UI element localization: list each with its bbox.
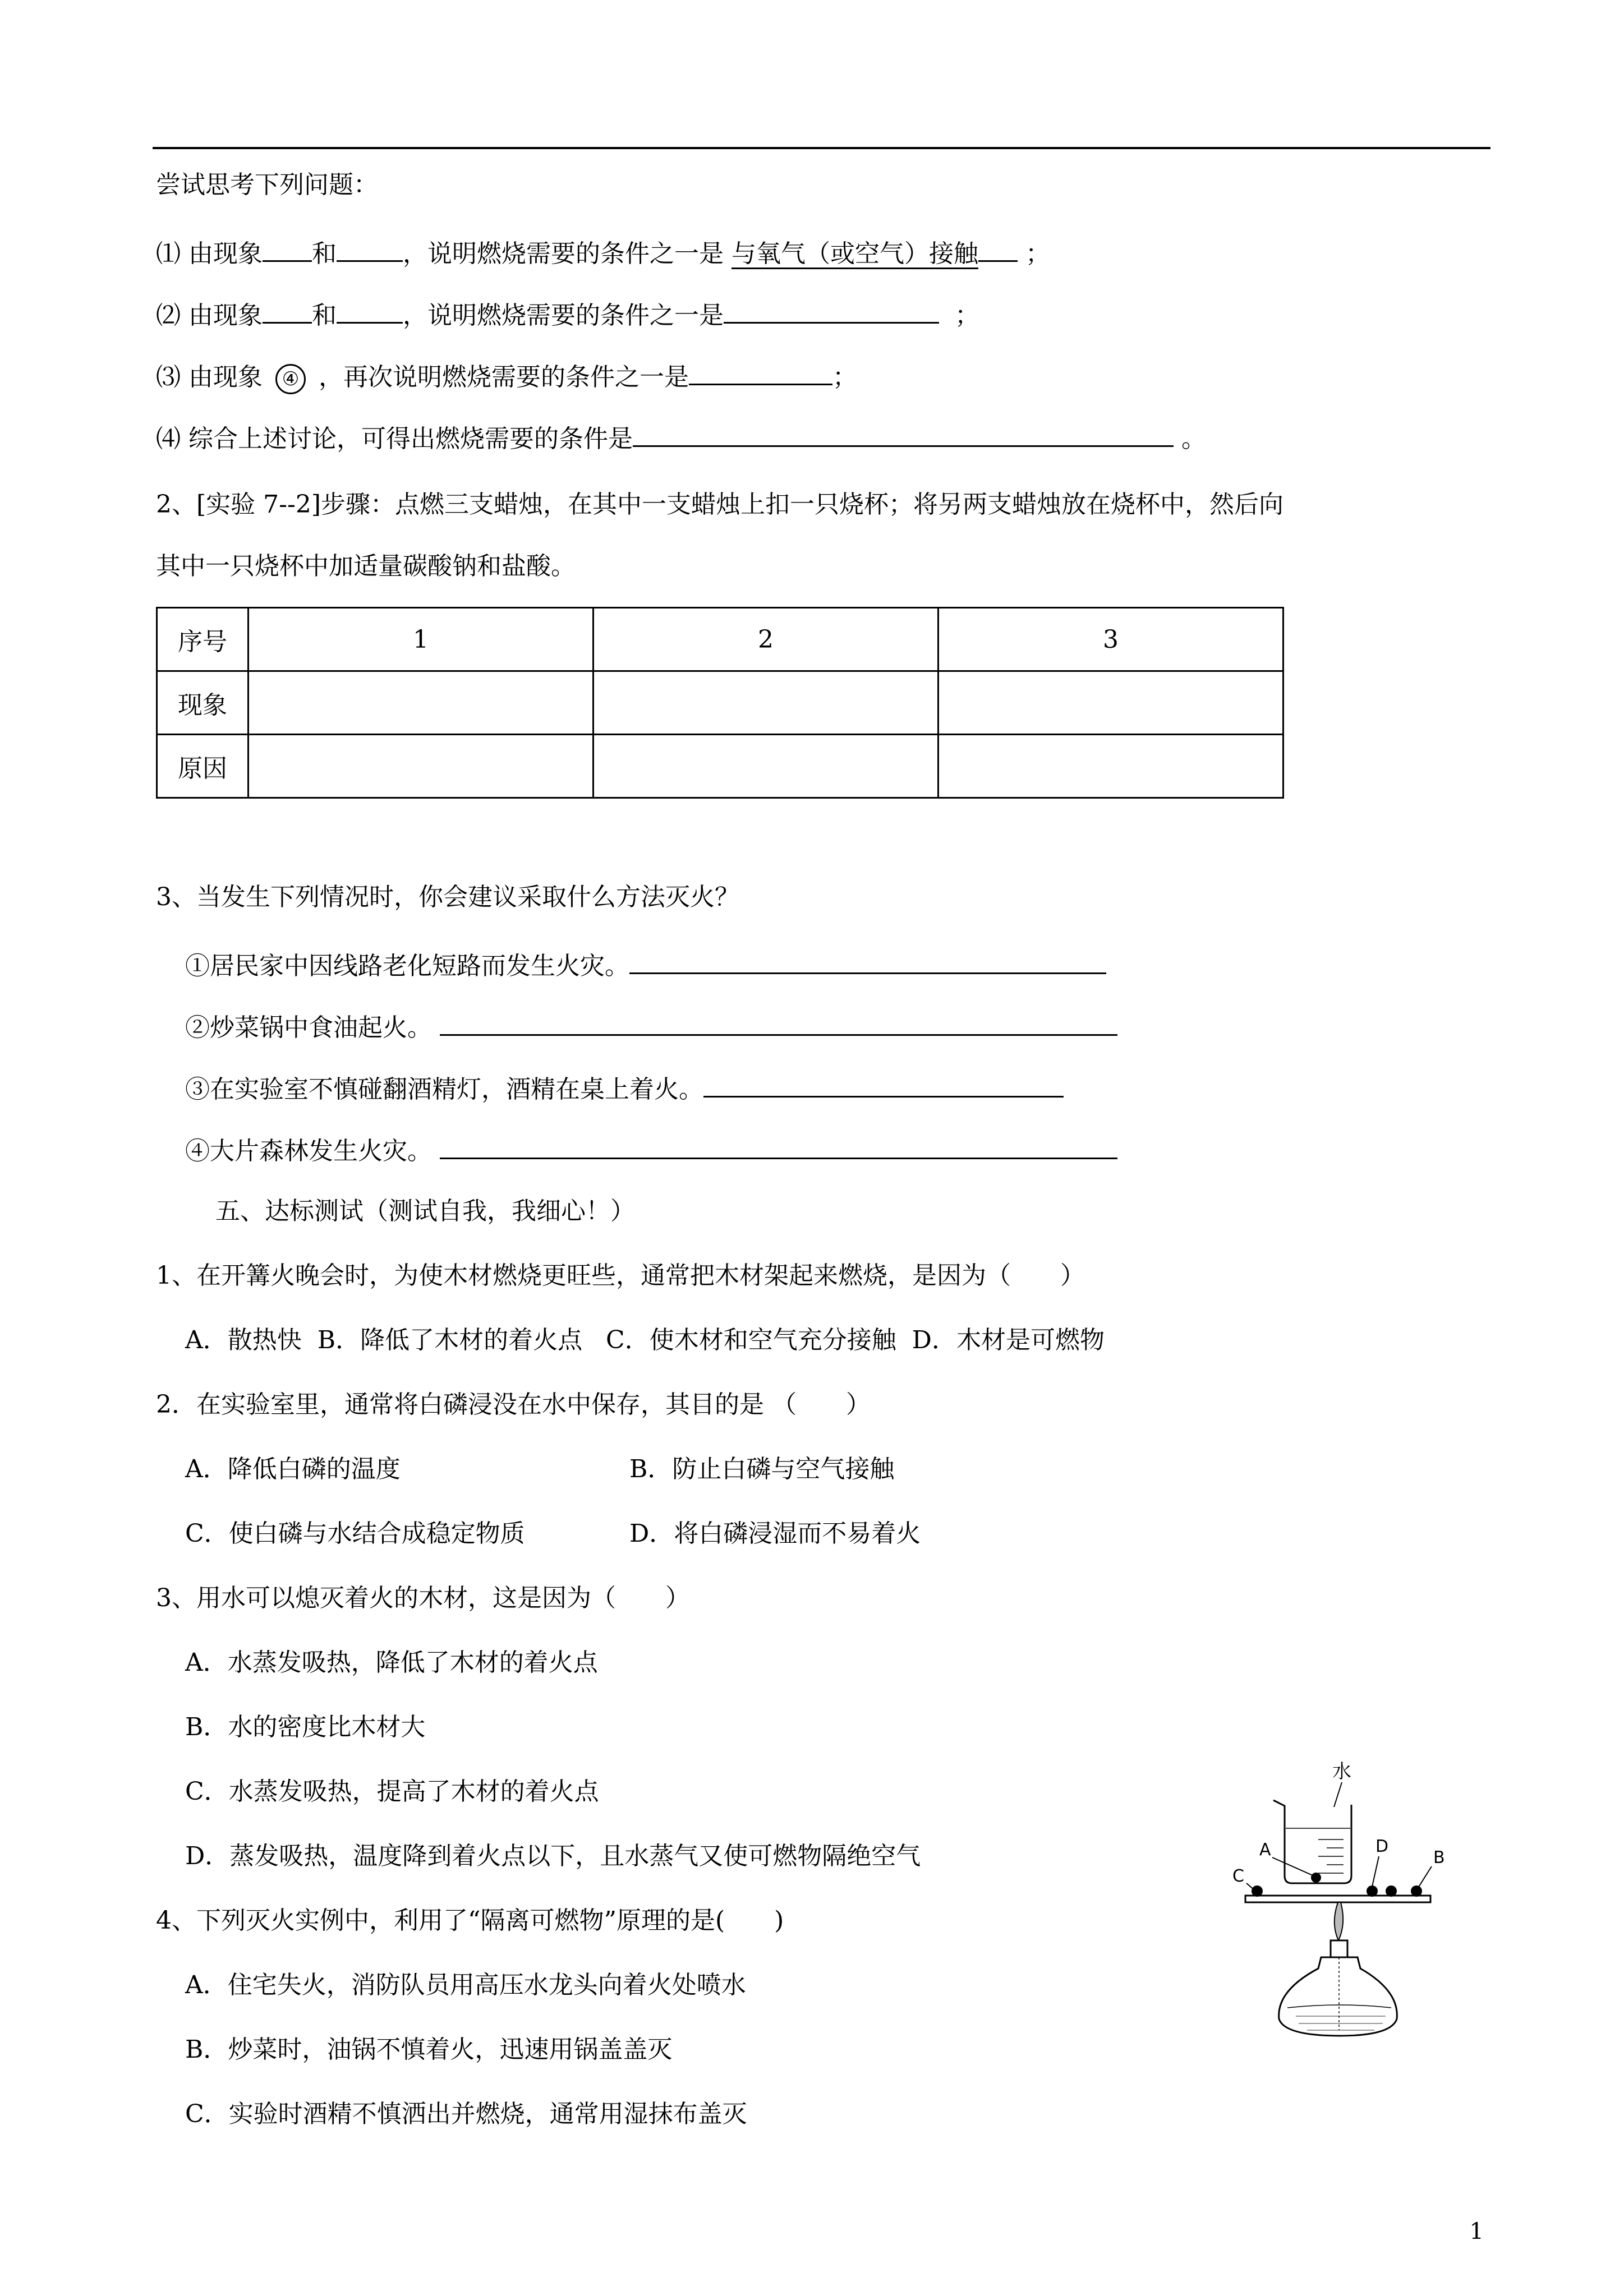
blank[interactable] xyxy=(263,297,312,324)
flame-icon xyxy=(1335,1902,1343,1940)
question-2: ⑵ 由现象 和 ，说明燃烧需要的条件之一是 ； xyxy=(156,297,979,333)
mc-2-option-d: D．将白磷浸湿而不易着火 xyxy=(629,1519,921,1548)
question-3: ⑶ 由现象 ④ ，再次说明燃烧需要的条件之一是 ； xyxy=(156,359,857,394)
mc-4-option-c: C．实验时酒精不慎洒出并燃烧，通常用湿抹布盖灭 xyxy=(185,2100,747,2128)
table-header-row: 序号 1 2 3 xyxy=(157,608,1283,671)
section-3-title: 3、当发生下列情况时，你会建议采取什么方法灭火？ xyxy=(156,883,739,911)
table-cell[interactable] xyxy=(249,735,594,798)
figure-label-c: C xyxy=(1232,1866,1244,1886)
scenario-4: ④大片森林发生火灾。 xyxy=(185,1133,1117,1168)
table-cell[interactable] xyxy=(249,671,594,735)
section-5-heading: 五、达标测试（测试自我，我细心！） xyxy=(215,1197,635,1225)
table-cell[interactable] xyxy=(594,671,938,735)
mc-3-stem: 3、用水可以熄灭着火的木材，这是因为（ ） xyxy=(156,1584,690,1612)
blank[interactable] xyxy=(440,1133,1117,1159)
mc-2-option-c: C．使白磷与水结合成稳定物质 xyxy=(185,1519,525,1548)
experiment-2-step: 2、[实验 7--2]步骤：点燃三支蜡烛，在其中一支蜡烛上扣一只烧杯；将另两支蜡烛放在烧杯中，然后向 xyxy=(156,490,1284,519)
answer-3: ④ xyxy=(263,361,319,394)
header-rule xyxy=(153,147,1490,149)
blank[interactable] xyxy=(337,236,403,262)
table-cell[interactable] xyxy=(938,735,1283,798)
experiment-2-step-cont: 其中一只烧杯中加适量碳酸钠和盐酸。 xyxy=(156,552,576,580)
figure-label-d: D xyxy=(1375,1837,1389,1856)
mc-1-stem: 1、在开篝火晚会时，为使木材燃烧更旺些，通常把木材架起来燃烧，是因为（ ） xyxy=(156,1261,1085,1290)
blank[interactable] xyxy=(263,236,312,262)
sample-c xyxy=(1252,1885,1263,1897)
sample-b xyxy=(1411,1885,1422,1897)
blank[interactable] xyxy=(689,359,832,385)
scenario-3: ③在实验室不慎碰翻酒精灯，酒精在桌上着火。 xyxy=(185,1071,1064,1106)
mc-3-option-c: C．水蒸发吸热，提高了木材的着火点 xyxy=(185,1777,599,1806)
blank[interactable] xyxy=(703,1071,1064,1098)
alcohol-lamp-icon xyxy=(1279,1957,1397,2036)
blank[interactable] xyxy=(724,297,939,324)
mc-2-stem: 2．在实验室里，通常将白磷浸没在水中保存，其目的是 （ ） xyxy=(156,1390,871,1419)
page-number: 1 xyxy=(1469,2219,1484,2244)
blank[interactable] xyxy=(337,297,403,324)
figure-label-water: 水 xyxy=(1332,1760,1351,1783)
mc-3-option-b: B．水的密度比木材大 xyxy=(185,1713,426,1741)
scenario-1: ①居民家中因线路老化短路而发生火灾。 xyxy=(185,948,1106,983)
mc-2-option-a: A．降低白磷的温度 xyxy=(185,1455,401,1483)
figure-label-b: B xyxy=(1433,1848,1445,1868)
blank[interactable] xyxy=(440,1009,1117,1036)
mc-1-options: A．散热快 B．降低了木材的着火点 C．使木材和空气充分接触 D．木材是可燃物 xyxy=(185,1326,1105,1354)
experiment-table xyxy=(156,607,1284,799)
table-row: 现象 xyxy=(157,671,1283,735)
question-4: ⑷ 综合上述讨论，可得出燃烧需要的条件是 。 xyxy=(156,421,1206,456)
table-cell[interactable] xyxy=(938,671,1283,735)
beaker-graduations xyxy=(1318,1839,1344,1873)
beaker-icon xyxy=(1273,1800,1351,1883)
mc-2-option-b: B．防止白磷与空气接触 xyxy=(629,1455,895,1483)
lamp-wick-holder xyxy=(1331,1940,1347,1957)
answer-1: 与氧气（或空气）接触 xyxy=(732,239,978,268)
mc-4-option-a: A．住宅失火，消防队员用高压水龙头向着火处喷水 xyxy=(185,1971,746,1999)
experiment-apparatus-figure xyxy=(1206,1755,1464,2053)
question-1: ⑴ 由现象 和 ，说明燃烧需要的条件之一是 与氧气（或空气）接触 ； xyxy=(156,236,1050,271)
figure-label-a: A xyxy=(1259,1840,1271,1860)
intro-text: 尝试思考下列问题： xyxy=(156,170,378,199)
table-cell[interactable] xyxy=(594,735,938,798)
mc-3-option-d: D．蒸发吸热，温度降到着火点以下，且水蒸气又使可燃物隔绝空气 xyxy=(185,1842,921,1870)
sample-d2 xyxy=(1386,1885,1397,1897)
mc-4-stem: 4、下列灭火实例中，利用了“隔离可燃物”原理的是( ) xyxy=(156,1906,784,1935)
sample-d xyxy=(1367,1885,1378,1897)
mc-3-option-a: A．水蒸发吸热，降低了木材的着火点 xyxy=(185,1648,598,1677)
scenario-2: ②炒菜锅中食油起火。 xyxy=(185,1009,1117,1045)
mc-4-option-b: B．炒菜时，油锅不慎着火，迅速用锅盖盖灭 xyxy=(185,2035,673,2064)
metal-plate xyxy=(1245,1896,1430,1902)
sample-a xyxy=(1311,1873,1321,1883)
blank[interactable] xyxy=(633,421,1174,447)
blank[interactable] xyxy=(629,948,1106,974)
table-row: 原因 xyxy=(157,735,1283,798)
